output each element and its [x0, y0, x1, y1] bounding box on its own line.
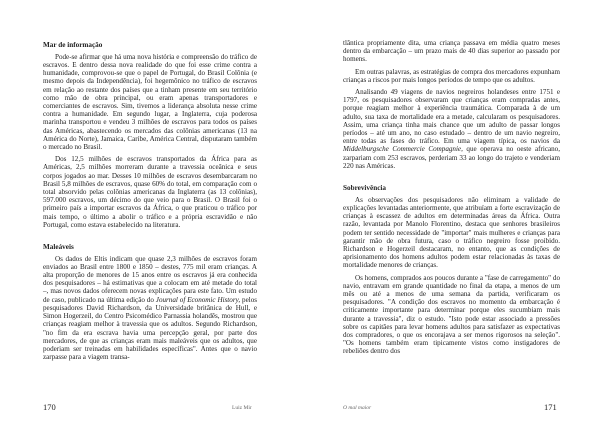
paragraph: Dos 12,5 milhões de escravos transportados da África para as Américas, 2,5 milhões morreram durante a travessia oceânica e seus corpos jogados ao mar. Desses 10 milhões de escravos desembarcaram no Brasil 5,8 milhões de escravos, quase 60% do total, em comparação com o total absorvido pelas colônias americanas da Inglaterra (as 13 colônias), 597.000 escravos, um décimo do que veio para o Brasil. O Brasil foi o primeiro país a importar escravos da África, o que praticou o tráfico por mais tempo, o último a abolir o tráfico e a própria escravidão e não Portugal, como estava estabelecido na literatura. — [43, 155, 257, 229]
paragraph-text: Os dados de Eltis indicam que quase 2,3 milhões de escravos foram enviados ao Brasil entre 1800 e 1850 – destes, 775 mil eram crianças. A alta proporção de menores de 15 anos entre os escravos já era conhecida dos pesquisadores – há estimativas que a colocam em até metade do total –, mas novos dados oferecem novas explicações para este fato. Um estudo de caso, publicado na última edição do — [43, 254, 257, 304]
paragraph — [343, 88, 560, 170]
paragraph: Em outras palavras, as estratégias de compra dos mercadores expunham crianças a riscos por mais longos períodos de tempo que os adultos. — [343, 67, 560, 84]
paragraph — [43, 255, 257, 362]
left-text-column — [43, 41, 257, 365]
page-number: 170 — [43, 402, 56, 412]
section-heading-sobrevivencia: Sobrevivência — [343, 184, 386, 193]
running-head-title: O mal maior — [343, 405, 372, 411]
paragraph: tlântica propriamente dita, uma criança passava em média quatro meses dentro da embarcação – um prazo mais de 40 dias superior ao passado por homens. — [343, 39, 560, 64]
company-name: Middelburgsche Commercie Compagnie, — [343, 145, 463, 154]
right-text-column — [343, 39, 560, 360]
paragraph: As observações dos pesquisadores não eliminam a validade de explicações levantadas anteriormente, que atribuíam a forte escravização de crianças à escassez de adultos em determinadas áreas da África. Outra razão, levantada por Manolo Florentino, destaca que senhores brasileiros podem ter sentido necessidade de "importar" mais mulheres e crianças para garantir mão de obra futura, caso o tráfico negreiro fosse proibido. Richardson e Hogerzeil destacaram, no entanto, que as condições de aprisionamento dos homens adultos podem estar relacionadas às taxas de mortalidade menores de crianças. — [343, 195, 560, 270]
right-page — [300, 0, 600, 439]
section-heading-mar-de-informacao: Mar de informação — [43, 41, 103, 49]
running-head-author: Luiz Mir — [232, 405, 252, 411]
paragraph-text: pelos pesquisadores David Richardson, da Universidade britânica de Hull, e Simon Hogerzeil, do Centro Psicomédico Parnassia holandês, mostrou que crianças reagiam melhor à travessia que os adultos. Segundo Richardson, "no fim da era escrava havia uma percepção geral, por parte dos mercadores, de que as crianças eram mais maleáveis que os adultos, que poderiam ser treinadas em habilidades específicas". Antes que o navio zarpasse para a viagem transa- — [43, 295, 258, 362]
paragraph: Pode-se afirmar que há uma nova história e compreensão do tráfico de escravos. E dentro dessa nova realidade do que foi esse crime contra a humanidade, comprovou-se que o papel de Portugal, do Brasil Colônia (e mesmo depois da Independência), foi hegemônico no tráfico de escravos em relação ao restante dos países que a tinham presente em seu território como mão de obra principal, ou eram apenas transportadores e comerciantes de escravos. Sim, tivemos a liderança absoluta nesse crime contra a humanidade. Em segundo lugar, a Inglaterra, cuja poderosa marinha transportou e vendeu 3 milhões de escravos para todos os países das Américas, abastecendo os mercados das colônias americanas (13 na América do Norte), Jamaica, Caribe, América Central, disputaram também o mercado no Brasil. — [43, 52, 257, 151]
paragraph: Os homens, comprados aos poucos durante a "fase de carregamento" do navio, entravam em grande quantidade no final da etapa, a menos de um mês ou até a menos de uma semana da partida, verificaram os pesquisadores. "A condição dos escravos no momento da embarcação é criticamente importante para determinar porque eles sucumbiam mais durante a travessia", diz o estudo. "Isto pode estar associado a pressões sobre os capitães para levar homens adultos para satisfazer as expectativas dos compradores, o que os encorajava a ser menos rigorosos na seleção". "Os homens também eram tipicamente vistos como instigadores de rebeliões dentro dos — [343, 273, 560, 356]
paragraph-text: que operava no oeste africano, zarpariam com 253 escravos, perderiam 33 ao longo do trajeto e venderiam 220 nas Américas. — [343, 145, 560, 170]
section-heading-maleaveis: Maleáveis — [43, 242, 74, 251]
paragraph-text: Analisando 49 viagens de navios negreiros holandeses entre 1751 e 1797, os pesquisadores observaram que crianças eram compradas antes, porque reagiam melhor à experiência traumática. Comparada à de um adulto, sua taxa de mortalidade era a metade, calcularam os pesquisadores. Assim, uma criança tinha mais chance que um adulto de passar longos períodos – até um ano, no caso estudado – dentro de um navio negreiro, entre todas as fases do tráfico. Em uma viagem típica, os navios da — [343, 88, 560, 146]
journal-title: Journal of Economic History, — [155, 295, 241, 304]
page-number: 171 — [544, 402, 557, 412]
